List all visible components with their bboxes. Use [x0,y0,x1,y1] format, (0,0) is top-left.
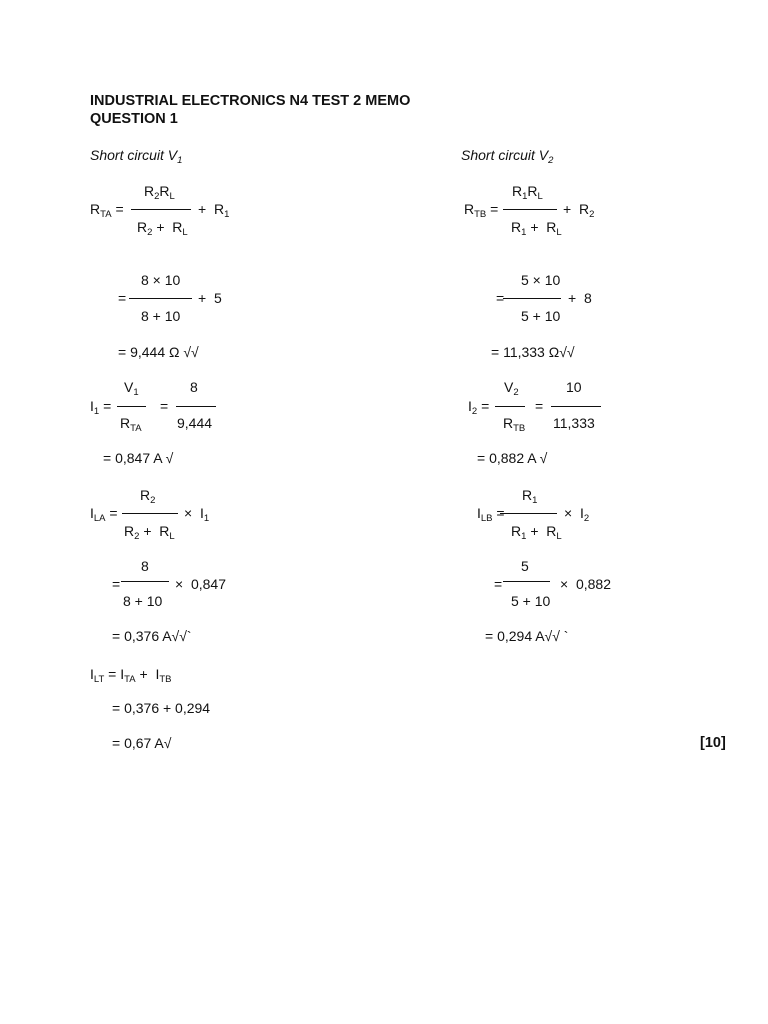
ila-sub-numerator: 8 [141,558,149,574]
i1-fraction-bar [117,406,146,407]
ila-sub-tail: × 0,847 [175,576,227,592]
ilb-sub-eq: = [494,576,503,592]
rtb-sub-denominator: 5 + 10 [521,308,561,324]
i2-numerator-2: 10 [566,379,582,395]
i1-numerator-2: 8 [190,379,198,395]
ila-sub-denominator: 8 + 10 [123,593,163,609]
left-heading: Short circuit $V_1$ [90,147,183,166]
ilb-sub-tail: × 0,882 [560,576,612,592]
i2-fraction-bar [495,406,525,407]
ila-sub-eq: = [112,576,121,592]
rta-sub-eq: = [118,290,127,306]
rtb-label: $R_{TB}$ = [464,201,499,220]
rtb-fraction-bar [503,209,557,210]
ila-fraction-bar [122,513,178,514]
ila-denominator: $R_2 + R_L$ [124,523,175,542]
rta-tail: + $R_1$ [198,201,230,220]
ilt-formula: $I_{LT} = I_{TA} + I_{TB}$ [90,666,172,685]
rta-sub-numerator: 8 × 10 [141,272,181,288]
ila-result: = 0,376 A√√` [112,628,192,644]
ila-numerator: $R_2$ [140,487,156,506]
ilb-sub-numerator: 5 [521,558,529,574]
mark-total: [10] [700,735,726,751]
rtb-sub-numerator: 5 × 10 [521,272,561,288]
i1-eq2: = [160,398,169,414]
rta-fraction-bar [131,209,191,210]
i2-numerator: $V_2$ [504,379,519,398]
rtb-denominator: $R_1 + R_L$ [511,219,562,238]
i2-label: $I_2$ = [468,398,490,417]
i1-label: $I_1$ = [90,398,112,417]
i2-denominator-2: 11,333 [553,415,595,431]
rtb-sub-eq: = [496,290,505,306]
rta-numerator: $R_2R_L$ [144,183,175,202]
i1-result: = 0,847 A √ [103,450,174,466]
rtb-numerator: $R_1R_L$ [512,183,543,202]
ila-label: $I_{LA}$ = [90,505,118,524]
ilb-tail: × $I_2$ [564,505,590,524]
i2-denominator: $R_{TB}$ [503,415,526,434]
document-title: INDUSTRIAL ELECTRONICS N4 TEST 2 MEMO [90,93,411,109]
ilt-sum: = 0,376 + 0,294 [112,700,211,716]
ila-tail: × $I_1$ [184,505,210,524]
i1-denominator: $R_{TA}$ [120,415,142,434]
i1-numerator: $V_1$ [124,379,139,398]
i1-denominator-2: 9,444 [177,415,213,431]
rtb-tail: + $R_2$ [563,201,595,220]
rtb-sub-tail: + 8 [568,290,592,306]
ilb-result: = 0,294 A√√ ` [485,628,569,644]
ilb-sub-fraction-bar [503,581,550,582]
ilb-numerator: $R_1$ [522,487,538,506]
ilb-label: $I_{LB}$ = [477,505,505,524]
ilb-sub-denominator: 5 + 10 [511,593,551,609]
i2-result: = 0,882 A √ [477,450,548,466]
rta-sub-denominator: 8 + 10 [141,308,181,324]
ilb-fraction-bar [500,513,557,514]
question-heading: QUESTION 1 [90,111,178,127]
rtb-sub-fraction-bar [503,298,561,299]
rta-result: = 9,444 Ω √√ [118,344,199,360]
rta-sub-tail: + 5 [198,290,222,306]
rta-label: $R_{TA}$ = [90,201,124,220]
rtb-result: = 11,333 Ω√√ [491,344,575,360]
i2-fraction-bar-2 [551,406,601,407]
right-heading: Short circuit $V_2$ [461,147,554,166]
i2-eq2: = [535,398,544,414]
rta-denominator: $R_2 + R_L$ [137,219,188,238]
ila-sub-fraction-bar [121,581,169,582]
i1-fraction-bar-2 [176,406,216,407]
rta-sub-fraction-bar [129,298,192,299]
ilt-result: = 0,67 A√ [112,735,172,751]
ilb-denominator: $R_1 + R_L$ [511,523,562,542]
